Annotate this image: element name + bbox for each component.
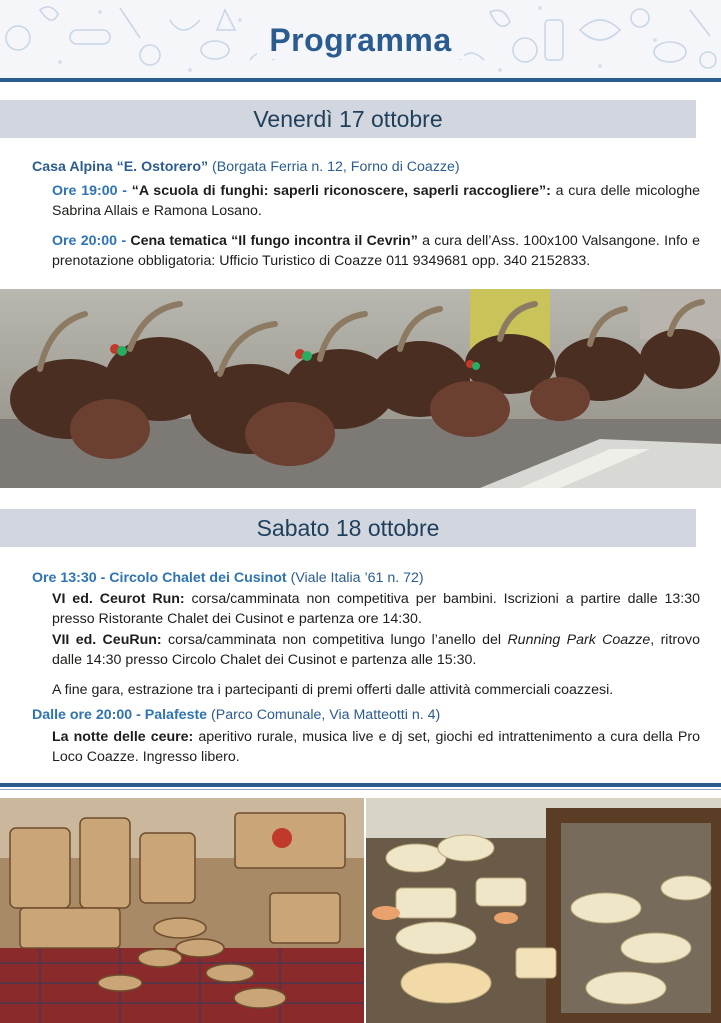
event-text: aperitivo rurale, musica live e dj set, giochi ed intrattenimento a cura della Pro Loco Coazze. Ingresso libero. (52, 729, 701, 765)
event-time: Ore 19:00 - (52, 183, 132, 199)
header-divider (0, 78, 721, 82)
friday-event-1 (32, 181, 700, 221)
saturday-event-1 (32, 589, 700, 629)
venue-address: (Borgata Ferria n. 12, Forno di Coazze) (208, 159, 460, 175)
saturday-event-3 (32, 680, 700, 700)
friday-event-2 (32, 231, 700, 271)
day-heading-friday: Venerdì 17 ottobre (0, 100, 696, 138)
event-title: Cena tematica “Il fungo incontra il Cevrin” (130, 233, 418, 249)
event-title: La notte delle ceure: (52, 729, 194, 745)
event-title: “A scuola di funghi: saperli riconoscere, saperli raccogliere”: (131, 183, 551, 199)
header-band (0, 0, 721, 80)
wooden-crafts-photo (0, 798, 364, 1023)
event-title: VI ed. Ceurot Run: (52, 591, 185, 607)
footer-divider-thin (0, 789, 721, 790)
saturday-event-2 (32, 630, 700, 670)
event-text: corsa/camminata non competitiva lungo l’anello del (161, 632, 508, 648)
friday-venue (32, 157, 700, 177)
event-text-italic: Running Park Coazze (507, 632, 651, 648)
venue-name: Casa Alpina “E. Ostorero” (32, 159, 209, 175)
day-heading-saturday: Sabato 18 ottobre (0, 509, 696, 547)
venue-address: (Parco Comunale, Via Matteotti n. 4) (207, 707, 441, 723)
goats-parade-photo (0, 289, 721, 488)
event-time: Ore 20:00 - (52, 233, 131, 249)
event-text: A fine gara, estrazione tra i partecipanti di premi offerti dalle attività commerciali coazzesi. (52, 682, 614, 698)
page-title: Programma (257, 22, 463, 59)
footer-divider (0, 783, 721, 787)
saturday-venue-2 (32, 705, 700, 725)
event-text: a cura delle micologhe Sabrina Allais e Ramona Losano. (52, 183, 700, 219)
saturday-venue-1 (32, 568, 700, 588)
venue-time: Dalle ore 20:00 - Palafeste (32, 707, 208, 723)
saturday-event-4 (32, 727, 700, 767)
event-title: VII ed. CeuRun: (52, 632, 162, 648)
event-text: a cura dell’Ass. 100x100 Valsangone. Info e prenotazione obbligatoria: Ufficio Turistico di Coazze 011 9349681 opp. 340 2152833. (52, 233, 700, 269)
cheese-stall-photo (366, 798, 721, 1023)
event-text: corsa/camminata non competitiva per bambini. Iscrizioni a partire dalle 13:30 presso Ristorante Chalet dei Cusinot e partenza ore 14:30. (52, 591, 701, 627)
venue-address: (Viale Italia ’61 n. 72) (286, 570, 424, 586)
event-text: , ritrovo dalle 14:30 presso Circolo Chalet dei Cusinot e partenza alle 15:30. (52, 632, 700, 668)
venue-time: Ore 13:30 - Circolo Chalet dei Cusinot (32, 570, 287, 586)
